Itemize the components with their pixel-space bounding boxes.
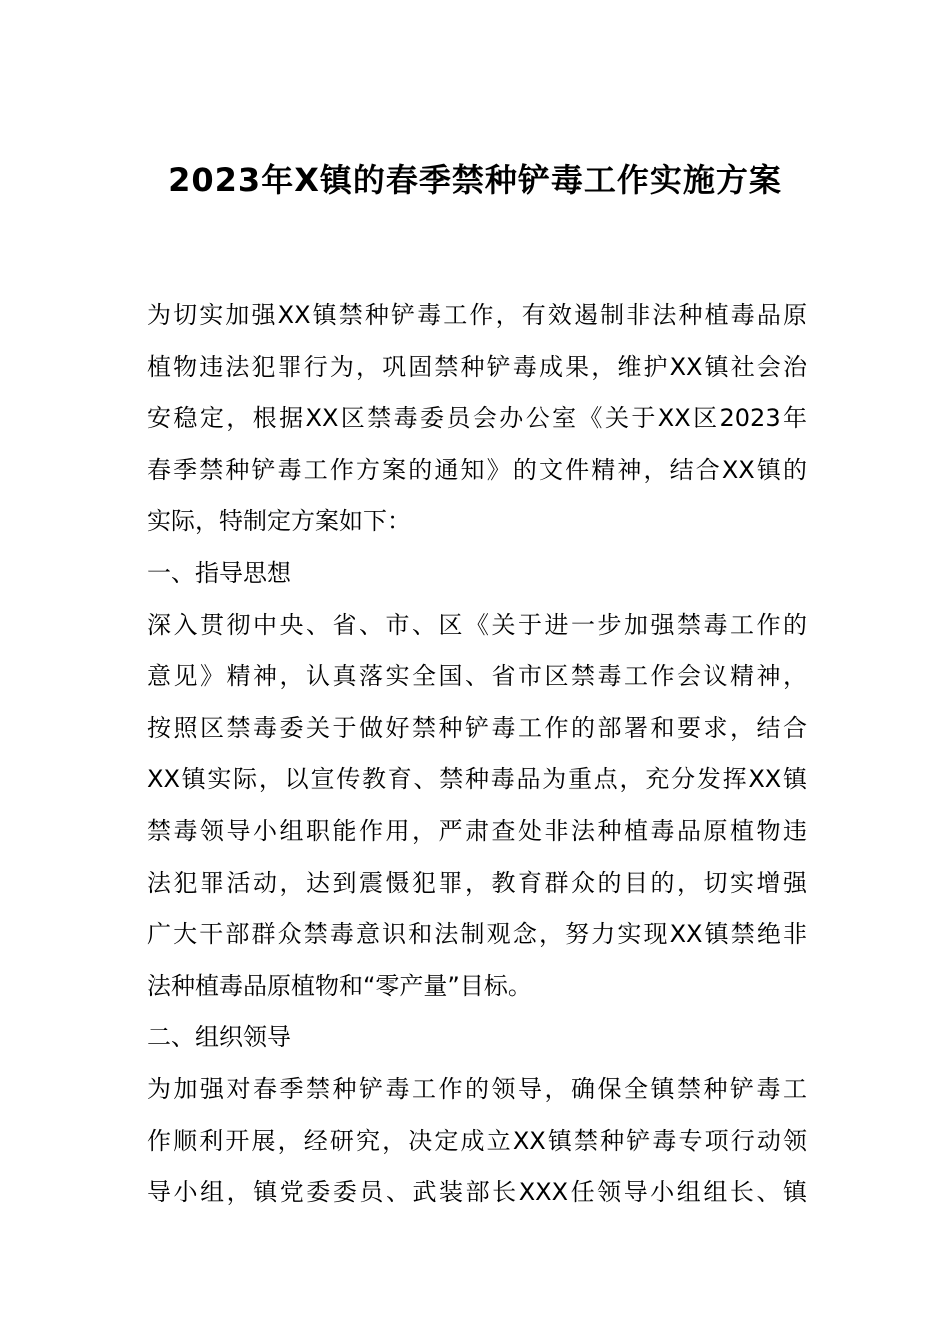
section-heading-guiding-ideology: 一、指导思想 bbox=[147, 558, 291, 587]
body-line: XX镇实际，以宣传教育、禁种毒品为重点，充分发挥XX镇 bbox=[147, 765, 807, 794]
body-line: 深入贯彻中央、省、市、区《关于进一步加强禁毒工作的 bbox=[147, 610, 807, 639]
document-title: 2023年X镇的春季禁种铲毒工作实施方案 bbox=[168, 161, 782, 199]
body-line: 春季禁种铲毒工作方案的通知》的文件精神，结合XX镇的 bbox=[147, 455, 807, 484]
body-line: 为加强对春季禁种铲毒工作的领导，确保全镇禁种铲毒工 bbox=[147, 1074, 807, 1103]
body-line: 禁毒领导小组职能作用，严肃查处非法种植毒品原植物违 bbox=[147, 816, 807, 845]
body-line: 法种植毒品原植物和“零产量”目标。 bbox=[147, 971, 532, 1000]
body-line: 安稳定，根据XX区禁毒委员会办公室《关于XX区2023年 bbox=[147, 404, 807, 433]
body-line: 按照区禁毒委关于做好禁种铲毒工作的部署和要求，结合 bbox=[147, 713, 807, 742]
body-line: 作顺利开展，经研究，决定成立XX镇禁种铲毒专项行动领 bbox=[147, 1126, 807, 1155]
body-line: 为切实加强XX镇禁种铲毒工作，有效遏制非法种植毒品原 bbox=[147, 301, 807, 329]
body-line: 广大干部群众禁毒意识和法制观念，努力实现XX镇禁绝非 bbox=[147, 920, 807, 949]
body-line: 法犯罪活动，达到震慑犯罪，教育群众的目的，切实增强 bbox=[147, 868, 807, 897]
body-line: 植物违法犯罪行为，巩固禁种铲毒成果，维护XX镇社会治 bbox=[147, 352, 807, 381]
body-line: 导小组，镇党委委员、武装部长XXX任领导小组组长、镇 bbox=[147, 1178, 807, 1207]
document-body bbox=[147, 290, 807, 1219]
body-line: 实际，特制定方案如下： bbox=[147, 507, 411, 536]
body-line: 意见》精神，认真落实全国、省市区禁毒工作会议精神， bbox=[147, 662, 807, 691]
section-heading-organization: 二、组织领导 bbox=[147, 1023, 291, 1052]
